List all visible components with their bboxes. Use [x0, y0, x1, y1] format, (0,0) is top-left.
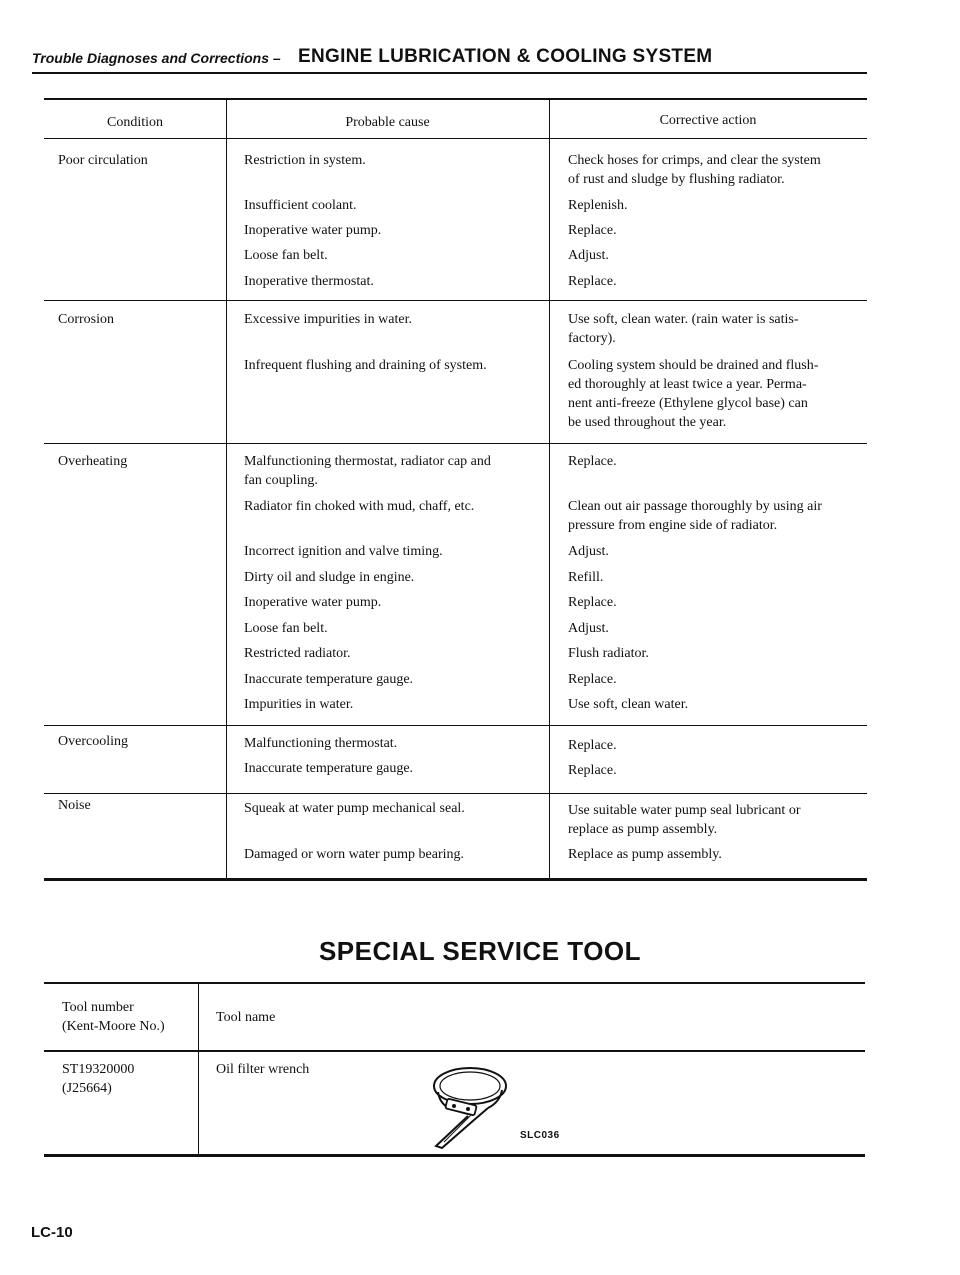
header-rule: [44, 138, 867, 139]
special-service-tool-title: SPECIAL SERVICE TOOL: [318, 936, 642, 966]
cause-item: Insufficient coolant.: [244, 198, 357, 213]
cause-item: Inoperative thermostat.: [244, 274, 374, 289]
row-rule: [44, 443, 867, 444]
condition-corrosion: Corrosion: [58, 312, 114, 327]
trouble-diagnoses-table: [44, 98, 867, 881]
column-divider: [198, 984, 199, 1154]
cause-item: Restricted radiator.: [244, 646, 351, 661]
cause-item: Impurities in water.: [244, 697, 354, 712]
column-divider: [226, 100, 227, 878]
action-item: Refill.: [568, 570, 604, 585]
cause-item: Malfunctioning thermostat.: [244, 736, 398, 751]
cause-item: Radiator fin choked with mud, chaff, etc.: [244, 499, 475, 514]
cause-item: Excessive impurities in water.: [244, 312, 412, 327]
cause-item: Loose fan belt.: [244, 621, 328, 636]
cause-item: Dirty oil and sludge in engine.: [244, 570, 415, 585]
action-item: of rust and sludge by flushing radiator.: [568, 172, 785, 187]
action-item: be used throughout the year.: [568, 415, 727, 430]
action-item: Use soft, clean water.: [568, 697, 689, 712]
action-item: Cooling system should be drained and flush-: [568, 358, 819, 373]
cause-item: Inaccurate temperature gauge.: [244, 761, 414, 776]
action-item: Adjust.: [568, 248, 609, 263]
cause-item: Squeak at water pump mechanical seal.: [244, 801, 465, 816]
action-item: pressure from engine side of radiator.: [568, 518, 778, 533]
action-item: Clean out air passage thoroughly by using air: [568, 499, 822, 514]
header-probable-cause: Probable cause: [345, 115, 430, 130]
action-item: Use soft, clean water. (rain water is satis-: [568, 312, 799, 327]
action-item: Replace as pump assembly.: [568, 847, 722, 862]
chapter-title: ENGINE LUBRICATION & COOLING SYSTEM: [298, 46, 713, 67]
section-title: Trouble Diagnoses and Corrections –: [32, 50, 281, 66]
image-code: SLC036: [520, 1130, 560, 1141]
action-item: replace as pump assembly.: [568, 822, 718, 837]
cause-item: fan coupling.: [244, 473, 318, 488]
action-item: nent anti-freeze (Ethylene glycol base) can: [568, 396, 808, 411]
action-item: Replenish.: [568, 198, 628, 213]
action-item: Use suitable water pump seal lubricant or: [568, 803, 801, 818]
cause-item: Inoperative water pump.: [244, 595, 382, 610]
action-item: Replace.: [568, 223, 617, 238]
cause-item: Malfunctioning thermostat, radiator cap and: [244, 454, 491, 469]
cause-item: Damaged or worn water pump bearing.: [244, 847, 465, 862]
column-divider: [549, 100, 550, 878]
special-service-tool-table: [44, 982, 865, 1157]
cause-item: Infrequent flushing and draining of system.: [244, 358, 487, 373]
condition-poor-circulation: Poor circulation: [58, 153, 148, 168]
condition-noise: Noise: [58, 798, 91, 813]
action-item: factory).: [568, 331, 616, 346]
cause-item: Loose fan belt.: [244, 248, 328, 263]
action-item: Replace.: [568, 738, 617, 753]
page-number: LC-10: [31, 1224, 73, 1241]
tool-number: ST19320000: [62, 1062, 135, 1077]
header-tool-name: Tool name: [216, 1010, 276, 1025]
action-item: Replace.: [568, 595, 617, 610]
tool-name: Oil filter wrench: [216, 1062, 310, 1077]
action-item: Adjust.: [568, 621, 609, 636]
row-rule: [44, 793, 867, 794]
header-condition: Condition: [106, 115, 163, 130]
action-item: ed thoroughly at least twice a year. Perma-: [568, 377, 807, 392]
tool-kent-moore-number: (J25664): [62, 1081, 112, 1096]
header-rule: [44, 1050, 865, 1052]
cause-item: Inoperative water pump.: [244, 223, 382, 238]
condition-overheating: Overheating: [58, 454, 128, 469]
cause-item: Incorrect ignition and valve timing.: [244, 544, 443, 559]
row-rule: [44, 725, 867, 726]
page-header: [32, 44, 867, 74]
cause-item: Inaccurate temperature gauge.: [244, 672, 414, 687]
cause-item: Restriction in system.: [244, 153, 366, 168]
header-corrective-action: Corrective action: [659, 113, 757, 128]
condition-overcooling: Overcooling: [58, 734, 128, 749]
row-rule: [44, 300, 867, 301]
action-item: Replace.: [568, 274, 617, 289]
action-item: Replace.: [568, 672, 617, 687]
header-tool-number: Tool number: [62, 1000, 134, 1015]
action-item: Flush radiator.: [568, 646, 649, 661]
action-item: Check hoses for crimps, and clear the system: [568, 153, 821, 168]
action-item: Replace.: [568, 454, 617, 469]
action-item: Replace.: [568, 763, 617, 778]
action-item: Adjust.: [568, 544, 609, 559]
header-kent-moore: (Kent-Moore No.): [62, 1019, 165, 1034]
